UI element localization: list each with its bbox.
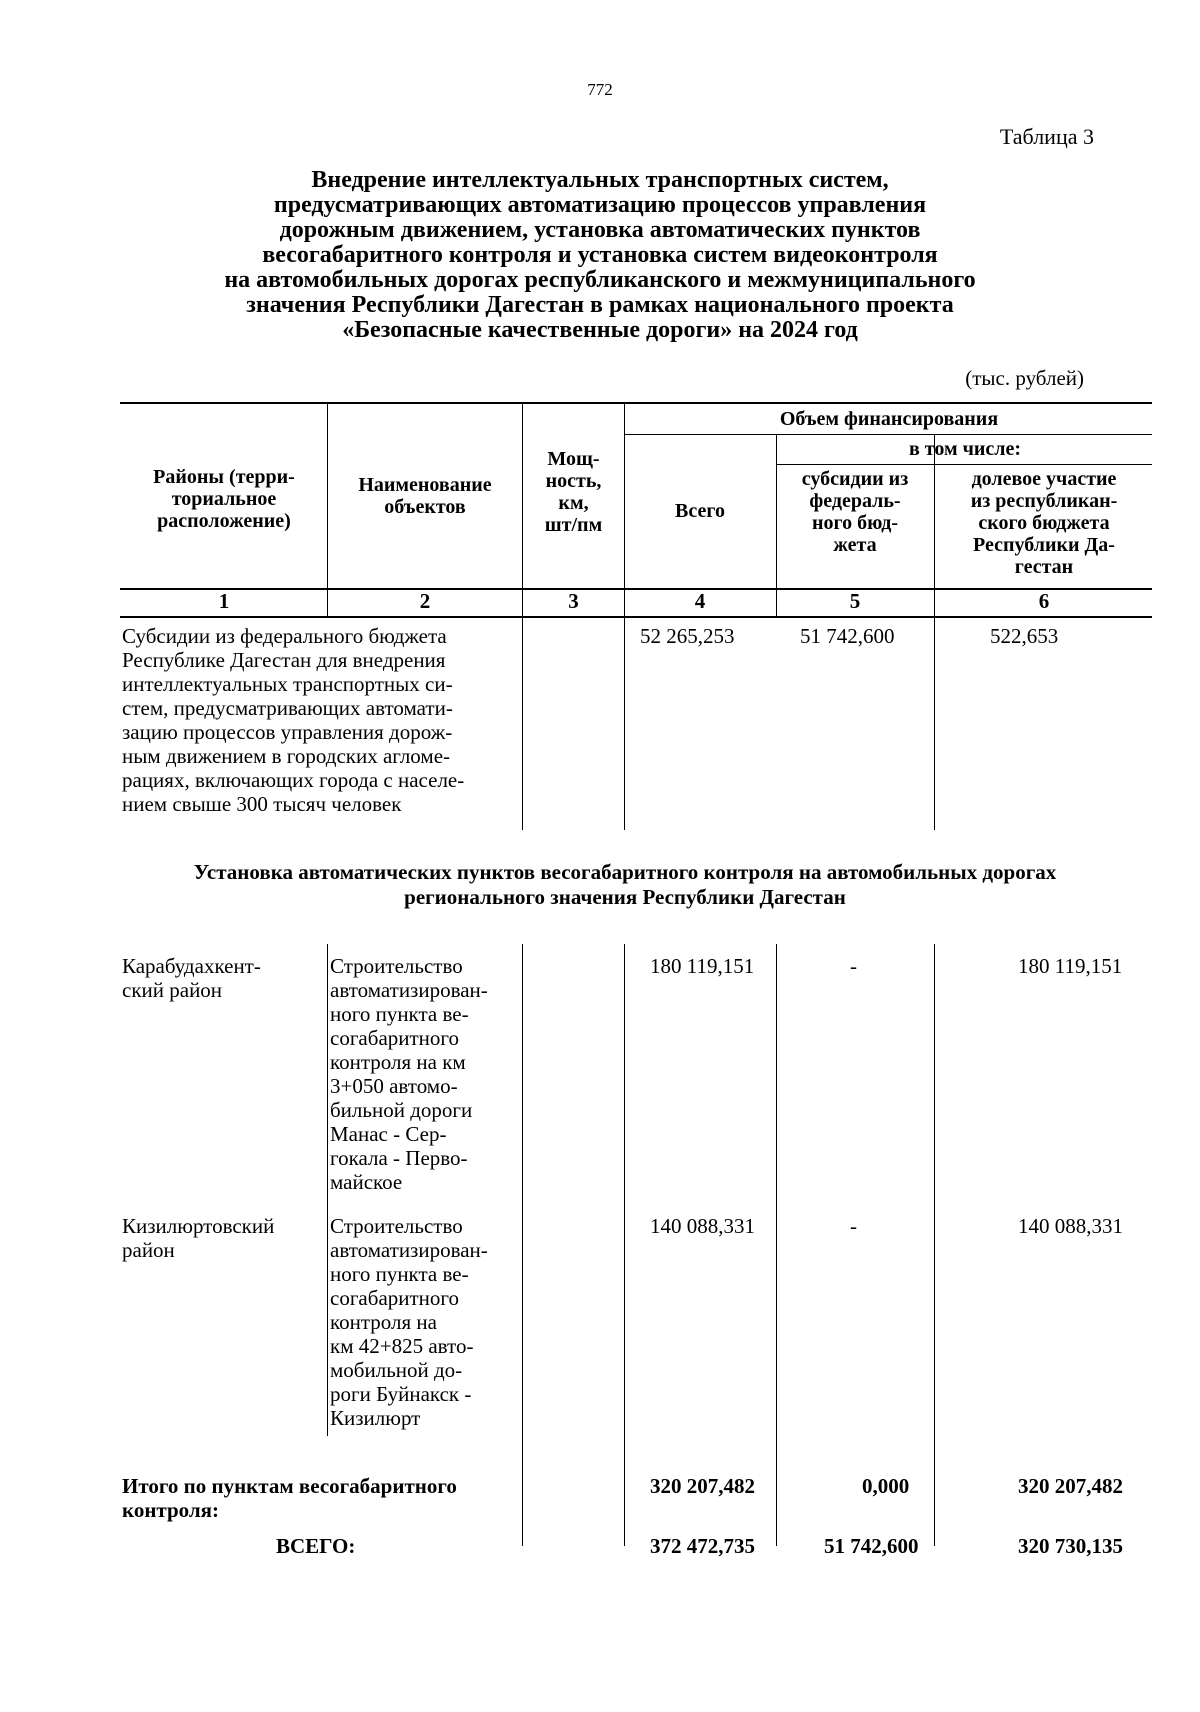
district-line: ский район bbox=[122, 978, 223, 1002]
subtotal-label bbox=[122, 1474, 522, 1522]
header-col-separator bbox=[327, 403, 328, 616]
header-text: км, bbox=[558, 492, 589, 514]
row-col-separator bbox=[624, 944, 625, 1546]
row-republic: 140 088,331 bbox=[1018, 1214, 1123, 1238]
column-number: 4 bbox=[694, 589, 706, 613]
header-republic bbox=[936, 468, 1152, 578]
header-text: долевое участие bbox=[971, 468, 1117, 490]
column-number: 6 bbox=[1038, 589, 1050, 613]
row-federal: - bbox=[850, 954, 857, 978]
header-text: гестан bbox=[1014, 556, 1074, 578]
object-line: автоматизирован- bbox=[330, 978, 488, 1002]
title-line: весогабаритного контроля и установка систем видеоконтроля bbox=[262, 242, 938, 268]
header-text: Районы (терри- bbox=[153, 466, 295, 488]
header-col-separator bbox=[776, 434, 777, 616]
row-col-separator bbox=[522, 618, 523, 830]
object-line: бильной дороги bbox=[330, 1098, 473, 1122]
header-federal bbox=[778, 468, 932, 556]
object-line: гокала - Перво- bbox=[330, 1146, 468, 1170]
subsidy-text-line: рациях, включающих города с населе- bbox=[122, 768, 465, 792]
column-number: 1 bbox=[218, 589, 230, 613]
object-line: контроля на bbox=[330, 1310, 437, 1334]
table-label: Таблица 3 bbox=[999, 124, 1094, 149]
header-col-separator bbox=[934, 434, 935, 616]
subsidy-text-line: нием свыше 300 тысяч человек bbox=[122, 792, 402, 816]
header-text: ность, bbox=[545, 470, 602, 492]
section-title-line: регионального значения Республики Дагестан bbox=[404, 885, 846, 909]
title-line: значения Республики Дагестан в рамках национального проекта bbox=[246, 292, 954, 318]
units-label: (тыс. рублей) bbox=[965, 366, 1084, 390]
header-text: ного бюд- bbox=[811, 512, 899, 534]
header-text: Наименование bbox=[358, 474, 492, 496]
header-text: федераль- bbox=[809, 490, 901, 512]
header-col-separator bbox=[624, 403, 625, 616]
subsidy-text-line: интеллектуальных транспортных си- bbox=[122, 672, 453, 696]
grand-total-federal: 51 742,600 bbox=[824, 1534, 919, 1558]
subtotal-label-line: Итого по пунктам весогабаритного bbox=[122, 1474, 457, 1498]
row-col-separator bbox=[522, 944, 523, 1546]
table-row-object bbox=[330, 954, 522, 1194]
object-line: майское bbox=[330, 1170, 403, 1194]
district-line: район bbox=[122, 1238, 175, 1262]
header-including: в том числе: bbox=[908, 438, 1022, 460]
document-title bbox=[150, 168, 1050, 343]
object-line: ного пункта ве- bbox=[330, 1262, 469, 1286]
column-number: 3 bbox=[568, 589, 579, 613]
row-col-separator bbox=[934, 618, 935, 830]
title-line: дорожным движением, установка автоматических пунктов bbox=[279, 217, 921, 243]
object-line: км 42+825 авто- bbox=[330, 1334, 474, 1358]
table-row-district bbox=[122, 1214, 322, 1262]
header-text: Республики Да- bbox=[973, 534, 1115, 556]
object-line: согабаритного bbox=[330, 1286, 460, 1310]
subsidy-description bbox=[122, 624, 522, 816]
object-line: 3+050 автомо- bbox=[330, 1074, 458, 1098]
header-text: субсидии из bbox=[801, 468, 909, 490]
header-text: объектов bbox=[384, 496, 466, 518]
table-top-rule bbox=[120, 402, 1152, 404]
column-number-rule bbox=[120, 616, 1152, 618]
header-objects bbox=[329, 474, 521, 518]
subsidy-text-line: Субсидии из федерального бюджета bbox=[122, 624, 447, 648]
title-line: предусматривающих автоматизацию процессов управления bbox=[273, 192, 927, 218]
header-text: Мощ- bbox=[547, 448, 600, 470]
column-number: 5 bbox=[849, 589, 861, 613]
row-col-separator bbox=[624, 618, 625, 830]
grand-total-total: 372 472,735 bbox=[650, 1534, 755, 1558]
object-line: Манас - Сер- bbox=[330, 1122, 447, 1146]
section-title bbox=[100, 860, 1150, 910]
subsidy-federal: 51 742,600 bbox=[800, 624, 895, 648]
row-federal: - bbox=[850, 1214, 857, 1238]
header-col-separator bbox=[522, 403, 523, 616]
row-total: 140 088,331 bbox=[650, 1214, 755, 1238]
header-text: из республикан- bbox=[970, 490, 1118, 512]
header-text: шт/пм bbox=[544, 514, 603, 536]
header-total: Всего bbox=[675, 500, 725, 522]
header-text: жета bbox=[833, 534, 877, 556]
subtotal-federal: 0,000 bbox=[862, 1474, 910, 1498]
grand-total-republic: 320 730,135 bbox=[1018, 1534, 1123, 1558]
grand-total-label: ВСЕГО: bbox=[276, 1534, 356, 1558]
subtotal-label-line: контроля: bbox=[122, 1498, 220, 1522]
subsidy-text-line: Республике Дагестан для внедрения bbox=[122, 648, 446, 672]
subsidy-text-line: стем, предусматривающих автомати- bbox=[122, 696, 453, 720]
header-text: расположение) bbox=[157, 510, 291, 532]
object-line: контроля на км bbox=[330, 1050, 466, 1074]
table-row-district bbox=[122, 954, 322, 1002]
object-line: Строительство bbox=[330, 954, 463, 978]
row-col-separator bbox=[934, 944, 935, 1546]
subtotal-total: 320 207,482 bbox=[650, 1474, 755, 1498]
subsidy-total: 52 265,253 bbox=[640, 624, 735, 648]
title-line: Внедрение интеллектуальных транспортных систем, bbox=[311, 167, 889, 193]
header-text: ского бюджета bbox=[978, 512, 1110, 534]
funding-subrule bbox=[624, 434, 1152, 435]
object-line: согабаритного bbox=[330, 1026, 460, 1050]
subsidy-republic: 522,653 bbox=[990, 624, 1059, 648]
object-line: автоматизирован- bbox=[330, 1238, 488, 1262]
section-title-line: Установка автоматических пунктов весогабаритного контроля на автомобильных дорогах bbox=[193, 860, 1057, 884]
header-capacity bbox=[524, 448, 623, 536]
object-line: Кизилюрт bbox=[330, 1406, 421, 1430]
row-col-separator bbox=[327, 944, 328, 1436]
subsidy-text-line: зацию процессов управления дорож- bbox=[122, 720, 453, 744]
row-total: 180 119,151 bbox=[650, 954, 755, 978]
object-line: роги Буйнакск - bbox=[330, 1382, 472, 1406]
row-col-separator bbox=[776, 944, 777, 1546]
title-line: на автомобильных дорогах республиканского и межмуниципального bbox=[224, 267, 976, 293]
header-districts bbox=[122, 466, 326, 532]
object-line: мобильной до- bbox=[330, 1358, 463, 1382]
object-line: ного пункта ве- bbox=[330, 1002, 469, 1026]
including-subrule bbox=[776, 464, 1152, 465]
row-republic: 180 119,151 bbox=[1018, 954, 1123, 978]
district-line: Кизилюртовский bbox=[122, 1214, 275, 1238]
page-number: 772 bbox=[587, 80, 613, 99]
header-funding: Объем финансирования bbox=[779, 408, 999, 430]
header-text: ториальное bbox=[171, 488, 277, 510]
district-line: Карабудахкент- bbox=[122, 954, 261, 978]
subtotal-republic: 320 207,482 bbox=[1018, 1474, 1123, 1498]
subsidy-text-line: ным движением в городских агломе- bbox=[122, 744, 451, 768]
table-row-object bbox=[330, 1214, 522, 1430]
title-line: «Безопасные качественные дороги» на 2024 год bbox=[342, 317, 858, 343]
column-number: 2 bbox=[419, 589, 431, 613]
object-line: Строительство bbox=[330, 1214, 463, 1238]
